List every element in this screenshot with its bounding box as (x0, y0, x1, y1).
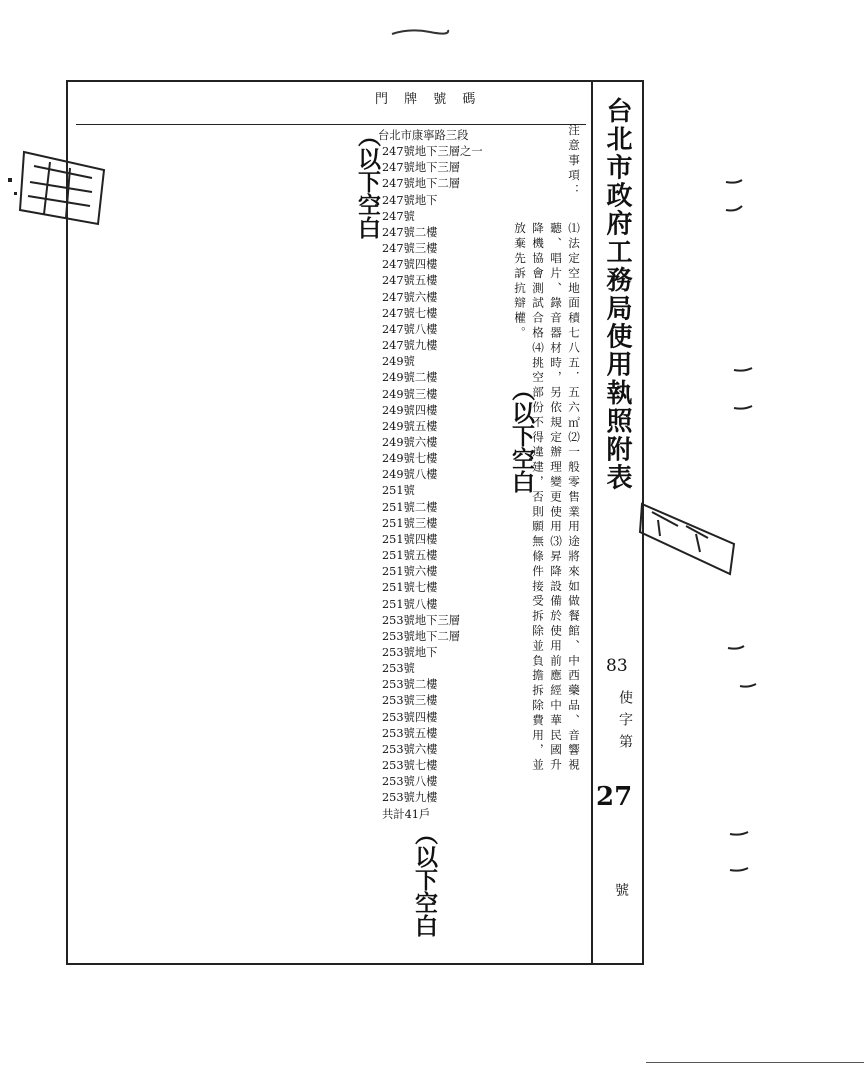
permit-year: 83 (606, 656, 628, 676)
address-item: 共計41戶 (382, 807, 431, 821)
address-item: 249號二樓 (382, 371, 438, 385)
address-item: 253號二樓 (382, 678, 438, 692)
address-item: 249號八樓 (382, 468, 438, 482)
notes-heading: 注意事項： (567, 124, 581, 199)
notes-line-4: 放棄先訴抗辯權。 (513, 222, 527, 342)
address-item: 247號地下二層 (382, 177, 461, 191)
address-item: 253號地下二層 (382, 629, 461, 643)
address-item: 251號 (382, 484, 415, 498)
address-item: 253號八樓 (382, 775, 438, 789)
seal-stamp-left (6, 148, 106, 228)
address-item: 247號二樓 (382, 225, 438, 239)
address-list (378, 128, 483, 823)
address-item: 247號地下三層 (382, 161, 461, 175)
blank-mark-left: （以下空白 (354, 124, 381, 239)
header-rule (76, 124, 586, 125)
permit-prefix: 使字第 (617, 690, 633, 756)
address-column-title: 門 牌 號 碼 (375, 92, 482, 107)
address-item: 251號八樓 (382, 597, 438, 611)
address-item: 249號五樓 (382, 419, 438, 433)
title-column-divider (591, 80, 593, 965)
address-item: 249號三樓 (382, 387, 438, 401)
blank-mark-notes: （以下空白 (508, 378, 535, 493)
address-item: 247號九樓 (382, 339, 438, 353)
notes-line-3: 降機協會測試合格⑷挑空部份不得違建，否則願無條件接受拆除並負擔拆除費用，並 (531, 222, 545, 774)
document-title: 台北市政府工務局使用執照附表 (602, 97, 632, 492)
address-item: 253號三樓 (382, 694, 438, 708)
address-item: 251號六樓 (382, 565, 438, 579)
address-item: 253號六樓 (382, 742, 438, 756)
address-item: 247號 (382, 209, 415, 223)
notes-line-1: ⑴法定空地面積七八五．五六㎡⑵一般零售業用途將來如做餐館、中西藥品、音響視 (567, 222, 581, 774)
notes-line-2: 聽、唱片、錄音器材時，另依規定辦理變更使用⑶昇降設備於使用前應經中華民國升 (549, 222, 563, 774)
address-item: 249號六樓 (382, 435, 438, 449)
scan-marks-right (722, 170, 762, 890)
address-item: 251號七樓 (382, 581, 438, 595)
scan-smudge-top (390, 26, 450, 38)
address-item: 253號地下 (382, 646, 438, 659)
address-item: 251號二樓 (382, 500, 438, 514)
address-item: 247號八樓 (382, 322, 438, 336)
address-item: 247號地下三層之一 (382, 145, 483, 159)
blank-mark-bottom: （以下空白 (411, 822, 438, 937)
address-item: 253號地下三層 (382, 613, 461, 627)
address-item: 247號地下 (382, 193, 438, 207)
address-item: 249號 (382, 355, 415, 369)
address-item: 249號七樓 (382, 452, 438, 466)
address-item: 台北市康寧路三段 (378, 129, 469, 142)
address-item: 253號四樓 (382, 710, 438, 724)
address-item: 251號五樓 (382, 549, 438, 563)
address-item: 251號三樓 (382, 516, 438, 530)
address-item: 253號五樓 (382, 726, 438, 740)
address-item: 253號七樓 (382, 759, 438, 773)
address-item: 251號四樓 (382, 532, 438, 546)
address-item: 247號三樓 (382, 242, 438, 256)
permit-suffix: 號 (615, 883, 629, 899)
address-item: 247號七樓 (382, 306, 438, 320)
address-item: 247號五樓 (382, 274, 438, 288)
permit-number: 27 (596, 782, 633, 812)
address-item: 253號九樓 (382, 791, 438, 805)
scan-rule-bottom (646, 1062, 864, 1063)
address-item: 253號 (382, 662, 415, 676)
address-item: 247號四樓 (382, 258, 438, 272)
address-item: 249號四樓 (382, 403, 438, 417)
address-item: 247號六樓 (382, 290, 438, 304)
